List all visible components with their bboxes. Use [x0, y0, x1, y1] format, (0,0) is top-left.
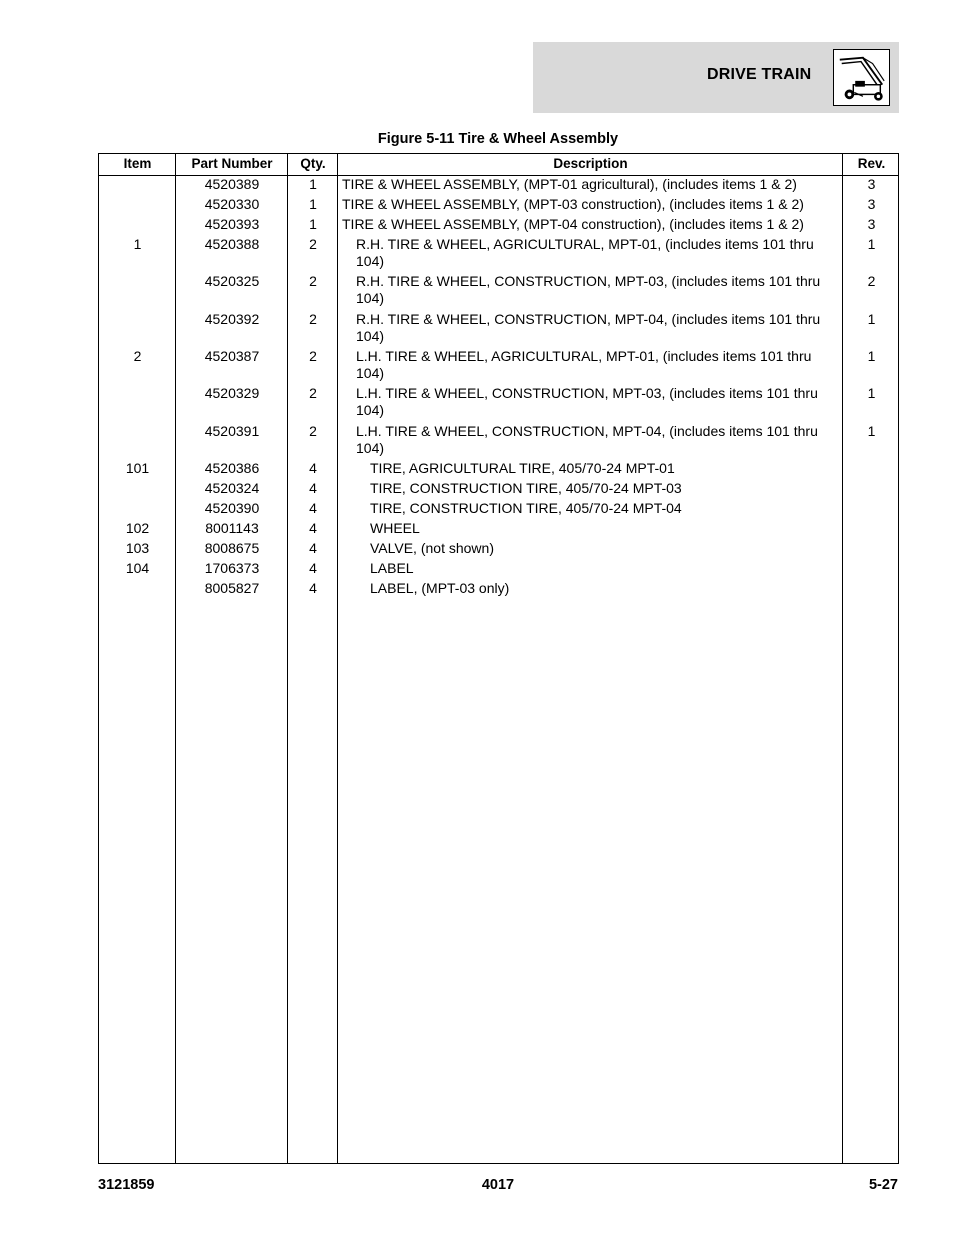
description: R.H. TIRE & WHEEL, CONSTRUCTION, MPT-04, (includes items 101 thru 104): [356, 311, 821, 344]
item-number: 101: [125, 460, 150, 476]
item-number: 103: [125, 540, 150, 556]
part-number: 4520387: [204, 348, 260, 364]
col-header-description: Description: [553, 156, 628, 171]
part-number: 4520393: [204, 216, 260, 232]
item-number: 104: [125, 560, 150, 576]
description: TIRE & WHEEL ASSEMBLY, (MPT-04 construction), (includes items 1 & 2): [342, 216, 804, 232]
part-number: 4520390: [204, 500, 260, 516]
col-header-item: Item: [123, 156, 152, 171]
revision: 1: [867, 385, 876, 401]
part-number: 4520386: [204, 460, 260, 476]
description: L.H. TIRE & WHEEL, CONSTRUCTION, MPT-04, (includes items 101 thru 104): [356, 423, 818, 456]
quantity: 4: [309, 580, 317, 596]
quantity: 2: [309, 423, 317, 439]
part-number: 4520392: [204, 311, 260, 327]
col-header-part-number: Part Number: [191, 156, 273, 171]
quantity: 4: [309, 480, 317, 496]
quantity: 2: [309, 348, 317, 364]
drive-train-icon: [833, 49, 890, 106]
revision: 1: [867, 311, 876, 327]
part-number: 8005827: [204, 580, 260, 596]
quantity: 2: [309, 236, 317, 252]
item-number: 1: [133, 236, 142, 252]
part-number: 4520330: [204, 196, 260, 212]
description: WHEEL: [370, 520, 420, 536]
description: VALVE, (not shown): [370, 540, 494, 556]
revision: 1: [867, 236, 876, 252]
quantity: 2: [309, 385, 317, 401]
quantity: 4: [309, 460, 317, 476]
quantity: 4: [309, 540, 317, 556]
description: R.H. TIRE & WHEEL, CONSTRUCTION, MPT-03, (includes items 101 thru 104): [356, 273, 821, 306]
description: LABEL, (MPT-03 only): [370, 580, 510, 596]
description: R.H. TIRE & WHEEL, AGRICULTURAL, MPT-01, (includes items 101 thru 104): [356, 236, 814, 269]
model-number: 4017: [481, 1177, 515, 1193]
quantity: 2: [309, 311, 317, 327]
quantity: 4: [309, 520, 317, 536]
revision: 1: [867, 423, 876, 439]
quantity: 1: [309, 176, 317, 192]
section-header: [533, 42, 899, 113]
revision: 2: [867, 273, 876, 289]
column-divider: [842, 154, 843, 1163]
doc-number: 3121859: [98, 1177, 155, 1193]
item-number: 102: [125, 520, 150, 536]
part-number: 1706373: [204, 560, 260, 576]
part-number: 4520329: [204, 385, 260, 401]
description: TIRE & WHEEL ASSEMBLY, (MPT-01 agricultural), (includes items 1 & 2): [342, 176, 797, 192]
quantity: 4: [309, 500, 317, 516]
quantity: 1: [309, 216, 317, 232]
description: L.H. TIRE & WHEEL, AGRICULTURAL, MPT-01, (includes items 101 thru 104): [356, 348, 812, 381]
col-header-rev: Rev.: [857, 156, 886, 171]
part-number: 4520389: [204, 176, 260, 192]
column-divider: [175, 154, 176, 1163]
quantity: 1: [309, 196, 317, 212]
revision: 3: [867, 176, 876, 192]
part-number: 8008675: [204, 540, 260, 556]
part-number: 4520388: [204, 236, 260, 252]
column-divider: [287, 154, 288, 1163]
revision: 3: [867, 216, 876, 232]
item-number: 2: [133, 348, 142, 364]
revision: 3: [867, 196, 876, 212]
description: TIRE & WHEEL ASSEMBLY, (MPT-03 construction), (includes items 1 & 2): [342, 196, 804, 212]
description: LABEL: [370, 560, 414, 576]
part-number: 4520391: [204, 423, 260, 439]
section-title: DRIVE TRAIN: [707, 66, 812, 83]
description: L.H. TIRE & WHEEL, CONSTRUCTION, MPT-03, (includes items 101 thru 104): [356, 385, 818, 418]
part-number: 4520324: [204, 480, 260, 496]
part-number: 8001143: [205, 520, 259, 536]
parts-table: [98, 153, 899, 1164]
page-number: 5-27: [868, 1177, 898, 1193]
quantity: 4: [309, 560, 317, 576]
revision: 1: [867, 348, 876, 364]
description: TIRE, CONSTRUCTION TIRE, 405/70-24 MPT-04: [370, 500, 682, 516]
description: TIRE, AGRICULTURAL TIRE, 405/70-24 MPT-01: [370, 460, 675, 476]
col-header-qty: Qty.: [300, 156, 326, 171]
description: TIRE, CONSTRUCTION TIRE, 405/70-24 MPT-03: [370, 480, 682, 496]
quantity: 2: [309, 273, 317, 289]
figure-title: Figure 5-11 Tire & Wheel Assembly: [377, 131, 619, 147]
part-number: 4520325: [204, 273, 260, 289]
